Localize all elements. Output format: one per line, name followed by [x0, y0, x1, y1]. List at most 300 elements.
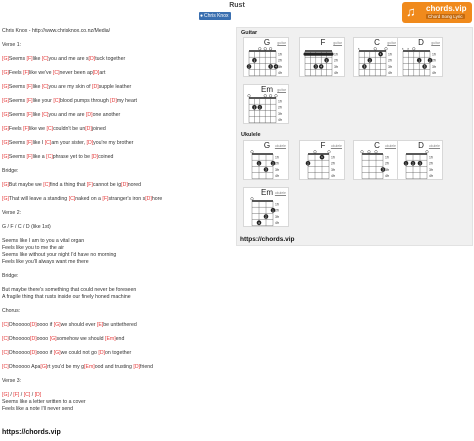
svg-text:2fr: 2fr [429, 161, 433, 166]
chord-name: Em [261, 188, 273, 197]
chord-link[interactable]: [G] [53, 350, 61, 356]
svg-text:2: 2 [429, 58, 431, 63]
lyric-text: ood and trusting [94, 364, 134, 370]
lyric-line [2, 210, 234, 217]
chord-name: G [263, 38, 271, 47]
footer-url[interactable]: https://chords.vip [2, 429, 61, 436]
lyric-line [2, 308, 234, 315]
svg-text:2: 2 [307, 161, 309, 166]
lyric-text: Ohooooo [8, 350, 30, 356]
chord-link[interactable]: [F] [102, 196, 109, 202]
lyric-text: like [32, 112, 42, 118]
chord-diagram-d[interactable] [397, 37, 443, 77]
instrument-type-link[interactable]: guitar [333, 41, 342, 45]
lyric-line [2, 287, 234, 294]
lyric-line [2, 28, 234, 35]
lyric-text: Ohooooo [8, 322, 30, 328]
svg-text:3fr: 3fr [275, 214, 279, 219]
lyric-text: my heart [116, 98, 137, 104]
svg-text:2fr: 2fr [278, 58, 282, 63]
line-spacer [2, 371, 234, 378]
lyric-text: joined [91, 126, 106, 132]
site-logo[interactable] [402, 2, 472, 23]
lyric-text: you're my brother [93, 140, 134, 146]
line-spacer [2, 217, 234, 224]
lyric-text: we could not go [60, 350, 99, 356]
lyric-line [2, 273, 234, 280]
lyric-text: / [8, 392, 14, 398]
lyric-text: Seems [8, 112, 27, 118]
chord-link[interactable]: [C] [41, 56, 49, 62]
chord-link[interactable]: [D] [30, 336, 37, 342]
chord-link[interactable]: [F] [26, 84, 33, 90]
svg-text:1fr: 1fr [275, 155, 279, 160]
lyric-line [2, 350, 234, 357]
chord-link[interactable]: [D] [133, 364, 141, 370]
chord-diagram-g[interactable] [243, 37, 289, 77]
lyric-text: Verse 3: [2, 378, 22, 384]
fretboard [354, 150, 400, 180]
chord-name: G [263, 141, 271, 150]
svg-text:1fr: 1fr [334, 52, 338, 57]
line-spacer [2, 35, 234, 42]
chord-name: D [418, 38, 424, 47]
chord-link[interactable]: [D] [145, 196, 152, 202]
lyric-line [2, 364, 234, 371]
lyric-text: Feels like a note I'll never send [2, 406, 74, 412]
line-spacer [2, 301, 234, 308]
chord-link[interactable]: [G] [2, 98, 9, 104]
svg-text:4: 4 [275, 64, 277, 69]
instrument-type-link[interactable]: ukulele [274, 144, 286, 148]
lyric-text: oooo if [36, 322, 54, 328]
fretboard [398, 47, 444, 77]
svg-text:1fr: 1fr [388, 52, 392, 57]
chord-link[interactable]: [E] [96, 322, 104, 328]
line-spacer [2, 189, 234, 196]
svg-text:2fr: 2fr [331, 161, 335, 166]
lyric-line [2, 336, 234, 343]
lyric-text: / [30, 392, 35, 398]
svg-text:3: 3 [258, 220, 260, 225]
lyric-line [2, 182, 234, 189]
lyric-text: like [32, 56, 42, 62]
svg-text:2: 2 [248, 64, 250, 69]
lyric-text: like your [32, 98, 54, 104]
chord-link[interactable]: [G] [2, 154, 9, 160]
lyric-line [2, 245, 234, 252]
lyric-text: Bridge: [2, 168, 19, 174]
chord-link[interactable]: [D] [88, 56, 96, 62]
lyric-text: oooo if [36, 350, 54, 356]
lyric-line [2, 399, 234, 406]
line-spacer [2, 49, 234, 56]
chord-diagram-g[interactable] [243, 140, 289, 180]
lyric-text: That will leave a standing [8, 196, 69, 202]
lyric-text: like we've [29, 70, 53, 76]
lyric-text: Bridge: [2, 273, 19, 279]
svg-text:4fr: 4fr [275, 221, 279, 225]
svg-text:3fr: 3fr [278, 111, 282, 116]
lyric-text: like [32, 84, 42, 90]
lyric-text: hore [151, 196, 163, 202]
lyric-text: couldn't be un [53, 126, 86, 132]
svg-text:3fr: 3fr [278, 64, 282, 69]
svg-text:4fr: 4fr [385, 174, 389, 178]
chord-link[interactable]: [D] [98, 350, 106, 356]
lyric-text: Seems like without your night I'd have no morning [2, 252, 117, 258]
chord-link[interactable]: [D] [121, 182, 128, 188]
lyric-line [2, 70, 234, 77]
lyric-text: tuck together [95, 56, 126, 62]
lyric-text: / [19, 392, 24, 398]
lyric-text: we should ever [60, 322, 97, 328]
svg-text:2: 2 [272, 161, 274, 166]
lyric-line [2, 140, 234, 147]
chord-link[interactable]: [G] [2, 84, 9, 90]
line-spacer [2, 175, 234, 182]
lyric-text: nored [127, 182, 142, 188]
lyric-text: like a [32, 154, 47, 160]
fretboard [244, 150, 290, 180]
chord-link[interactable]: [G] [2, 56, 9, 62]
chord-link[interactable]: [G] [40, 364, 48, 370]
lyric-text: Seems [8, 140, 27, 146]
svg-text:3fr: 3fr [388, 64, 392, 69]
chord-link[interactable]: [F] [26, 56, 33, 62]
svg-text:2: 2 [368, 58, 371, 63]
person-icon: ● [200, 13, 204, 19]
chord-link[interactable]: [D] [34, 392, 42, 398]
svg-text:1fr: 1fr [275, 202, 279, 207]
chord-link[interactable]: [C] [46, 154, 53, 160]
lyric-line [2, 392, 234, 399]
svg-text:1fr: 1fr [278, 52, 282, 57]
chord-link[interactable]: [Em] [84, 364, 95, 370]
line-spacer [2, 357, 234, 364]
svg-text:×: × [407, 47, 410, 51]
svg-text:2fr: 2fr [385, 161, 389, 166]
svg-text:2fr: 2fr [388, 58, 392, 63]
lyric-text: Ohooooo [8, 336, 30, 342]
fretboard [354, 47, 400, 77]
line-spacer [2, 329, 234, 336]
fretboard [300, 150, 346, 180]
chord-link[interactable]: [D] [85, 112, 93, 118]
svg-text:3: 3 [265, 167, 267, 172]
lyric-text: Seems like I am to you a vital organ [2, 238, 85, 244]
lyric-text: Feels like you to me the air [2, 245, 64, 251]
chord-diagram-f[interactable] [299, 140, 345, 180]
logo-brand: chords.vip [426, 4, 467, 13]
svg-text:3: 3 [363, 64, 366, 69]
line-spacer [2, 91, 234, 98]
guitar-icon: ♫ [406, 4, 416, 19]
svg-text:1: 1 [258, 161, 260, 166]
svg-text:3fr: 3fr [334, 64, 338, 69]
lyric-line [2, 154, 234, 161]
instrument-type-link[interactable]: ukulele [428, 144, 440, 148]
chord-link[interactable]: [C] [44, 140, 52, 146]
artist-name: Chris Knox [204, 13, 229, 19]
chord-diagram-c[interactable] [353, 37, 399, 77]
svg-text:4fr: 4fr [388, 71, 392, 75]
lyric-text: never been ap [59, 70, 93, 76]
lyric-text: coined [98, 154, 114, 160]
instrument-type-link[interactable]: guitar [387, 41, 396, 45]
instrument-type-link[interactable]: ukulele [384, 144, 396, 148]
chord-link[interactable]: [C] [52, 70, 60, 76]
song-title: Rust [229, 2, 245, 9]
chord-link[interactable]: [C] [2, 336, 9, 342]
chord-link[interactable]: [C] [2, 322, 9, 328]
svg-text:1fr: 1fr [331, 155, 335, 160]
line-spacer [2, 280, 234, 287]
lyric-text: you and me are s [48, 56, 89, 62]
lyric-line [2, 252, 234, 259]
chord-diagram-panel [236, 27, 473, 246]
chord-diagram-d[interactable] [397, 140, 443, 180]
lyric-text: on together [105, 350, 132, 356]
line-spacer [2, 231, 234, 238]
lyric-line [2, 294, 234, 301]
fretboard [300, 47, 346, 77]
lyric-line [2, 322, 234, 329]
svg-text:3fr: 3fr [432, 64, 436, 69]
chord-name: F [320, 141, 326, 150]
line-spacer [2, 133, 234, 140]
lyric-line [2, 112, 234, 119]
svg-text:1fr: 1fr [278, 99, 282, 104]
chord-link[interactable]: [C] [41, 84, 49, 90]
chord-diagram-c[interactable] [353, 140, 399, 180]
lyric-text: Seems [8, 98, 27, 104]
lyric-text: oooo [36, 336, 50, 342]
fretboard [244, 197, 290, 227]
instrument-type-link[interactable]: ukulele [330, 144, 342, 148]
lyric-text: friend [140, 364, 153, 370]
lyric-text: But maybe there's something that could never be foreseen [2, 287, 137, 293]
lyric-text: you and me are [48, 112, 86, 118]
lyric-line [2, 98, 234, 105]
lyric-text: somehow we should [56, 336, 105, 342]
line-spacer [2, 63, 234, 70]
line-spacer [2, 119, 234, 126]
logo-tagline: Chord Song Lyric [428, 14, 463, 19]
lyric-line [2, 196, 234, 203]
chord-link[interactable]: [F] [23, 70, 30, 76]
fretboard [244, 94, 290, 124]
line-spacer [2, 203, 234, 210]
chord-link[interactable]: [D] [92, 70, 100, 76]
svg-text:1: 1 [272, 208, 274, 213]
lyric-text: Seems [8, 56, 27, 62]
svg-text:3fr: 3fr [429, 167, 433, 172]
chord-link[interactable]: [F] [26, 112, 33, 118]
svg-text:4fr: 4fr [275, 174, 279, 178]
chord-link[interactable]: [F] [86, 182, 93, 188]
chord-diagram-f[interactable] [299, 37, 345, 77]
lyric-text: Feels [8, 70, 24, 76]
svg-text:3fr: 3fr [385, 167, 389, 172]
lyric-text: Verse 1: [2, 42, 22, 48]
chord-link[interactable]: [C] [2, 350, 9, 356]
artist-badge[interactable] [199, 12, 231, 20]
lyric-text: like I [32, 140, 45, 146]
svg-text:1: 1 [321, 155, 323, 160]
chord-link[interactable]: [Em] [105, 336, 116, 342]
line-spacer [2, 266, 234, 273]
chord-link[interactable]: [G] [2, 70, 9, 76]
lyric-text: blood pumps through [59, 98, 111, 104]
line-spacer [2, 161, 234, 168]
line-spacer [2, 147, 234, 154]
chord-link[interactable]: [G] [53, 322, 61, 328]
svg-text:3: 3 [419, 161, 421, 166]
svg-text:1fr: 1fr [432, 52, 436, 57]
chord-link[interactable]: [F] [26, 140, 33, 146]
chord-name: C [374, 38, 380, 47]
svg-text:4fr: 4fr [429, 174, 433, 178]
svg-text:2: 2 [265, 214, 267, 219]
svg-text:4: 4 [320, 64, 323, 69]
line-spacer [2, 77, 234, 84]
lyric-text: art [99, 70, 106, 76]
lyric-text: Verse 2: [2, 210, 22, 216]
chord-name: C [374, 141, 380, 150]
chord-link[interactable]: [D] [30, 350, 37, 356]
svg-text:3: 3 [269, 64, 272, 69]
svg-text:2fr: 2fr [334, 58, 338, 63]
lyric-text: you are my skin of [48, 84, 92, 90]
svg-text:2fr: 2fr [275, 161, 279, 166]
svg-text:2: 2 [325, 58, 328, 63]
lyric-text: Seems [8, 84, 27, 90]
lyric-line [2, 168, 234, 175]
svg-text:1: 1 [379, 52, 382, 57]
lyric-text: be unttethered [103, 322, 137, 328]
svg-text:2: 2 [412, 161, 414, 166]
svg-text:1: 1 [253, 105, 256, 110]
svg-text:×: × [357, 47, 360, 51]
chord-link[interactable]: [G] [2, 392, 9, 398]
lyric-line [2, 406, 234, 413]
instrument-type-link[interactable]: ukulele [274, 191, 286, 195]
svg-text:3: 3 [382, 167, 384, 172]
lyric-text: phrase yet to be [52, 154, 92, 160]
chord-link[interactable]: [D] [92, 84, 99, 90]
svg-text:1: 1 [418, 58, 421, 63]
instrument-type-link[interactable]: guitar [431, 41, 440, 45]
chord-link[interactable]: [F] [26, 98, 33, 104]
lyric-text: stranger's iron s [108, 196, 146, 202]
line-spacer [2, 105, 234, 112]
svg-text:1: 1 [253, 58, 256, 63]
lyric-line [2, 224, 234, 231]
svg-text:4fr: 4fr [278, 71, 282, 75]
line-spacer [2, 343, 234, 350]
chord-diagram-em[interactable] [243, 187, 289, 227]
chord-name: F [320, 38, 326, 47]
lyric-text: cannot be ig [92, 182, 122, 188]
lyric-text: Feels like you'll always want me there [2, 259, 89, 265]
lyric-line [2, 42, 234, 49]
chord-link[interactable]: [C] [68, 196, 76, 202]
lyric-line [2, 378, 234, 385]
lyric-text: Chris Knox - http://www.chrisknox.co.nz/Media/ [2, 28, 111, 34]
svg-text:3: 3 [314, 64, 317, 69]
svg-text:2: 2 [258, 105, 261, 110]
lyric-text: am your sister, [51, 140, 87, 146]
svg-text:2fr: 2fr [432, 58, 436, 63]
lyric-line [2, 126, 234, 133]
lyric-line [2, 238, 234, 245]
chord-link[interactable]: [C] [23, 392, 31, 398]
chord-link[interactable]: [D] [30, 322, 37, 328]
svg-text:4fr: 4fr [432, 71, 436, 75]
lyric-line [2, 56, 234, 63]
chord-link[interactable]: [F] [26, 154, 33, 160]
ukulele-section-label: Ukulele [241, 132, 261, 138]
lyric-text: supple leather [98, 84, 132, 90]
chord-link[interactable]: [C] [46, 126, 54, 132]
chord-link[interactable]: [G] [2, 126, 9, 132]
svg-text:4fr: 4fr [331, 174, 335, 178]
lyric-text: like we [29, 126, 47, 132]
lyric-text: Ohooooo Apa [8, 364, 41, 370]
svg-text:2fr: 2fr [278, 105, 282, 110]
instrument-type-link[interactable]: guitar [277, 88, 286, 92]
lyric-text: G / F / C / D (like 1st) [2, 224, 51, 230]
chord-link[interactable]: [F] [13, 392, 20, 398]
lyric-text: Feels [8, 126, 24, 132]
svg-text:4fr: 4fr [278, 118, 282, 122]
chord-link[interactable]: [G] [2, 196, 9, 202]
chord-link[interactable]: [C] [43, 182, 50, 188]
chord-link[interactable]: [G] [49, 336, 57, 342]
chord-link[interactable]: [D] [86, 140, 94, 146]
svg-text:3: 3 [423, 64, 426, 69]
lyric-text: rt you'd be my g [47, 364, 85, 370]
chord-diagram-em[interactable] [243, 84, 289, 124]
chord-link[interactable]: [D] [110, 98, 117, 104]
fretboard [398, 150, 444, 180]
instrument-type-link[interactable]: guitar [277, 41, 286, 45]
chord-link[interactable]: [F] [23, 126, 30, 132]
chord-link[interactable]: [C] [2, 364, 9, 370]
svg-text:1fr: 1fr [429, 155, 433, 160]
lyric-text: But maybe we [8, 182, 44, 188]
lyric-text: find a thing that [49, 182, 87, 188]
lyric-line [2, 259, 234, 266]
svg-text:1: 1 [405, 161, 407, 166]
lyric-text: naked on a [75, 196, 103, 202]
svg-text:4fr: 4fr [334, 71, 338, 75]
svg-text:2fr: 2fr [275, 208, 279, 213]
chord-link[interactable]: [D] [91, 154, 99, 160]
fretboard [244, 47, 290, 77]
chord-link[interactable]: [D] [85, 126, 92, 132]
chord-link[interactable]: [G] [2, 112, 9, 118]
panel-url[interactable]: https://chords.vip [240, 236, 295, 243]
chord-name: D [418, 141, 424, 150]
chord-link[interactable]: [G] [2, 182, 9, 188]
chord-link[interactable]: [C] [53, 98, 60, 104]
chord-link[interactable]: [C] [41, 112, 49, 118]
lyric-text: Chorus: [2, 308, 21, 314]
svg-text:×: × [401, 47, 404, 51]
chord-link[interactable]: [G] [2, 140, 9, 146]
